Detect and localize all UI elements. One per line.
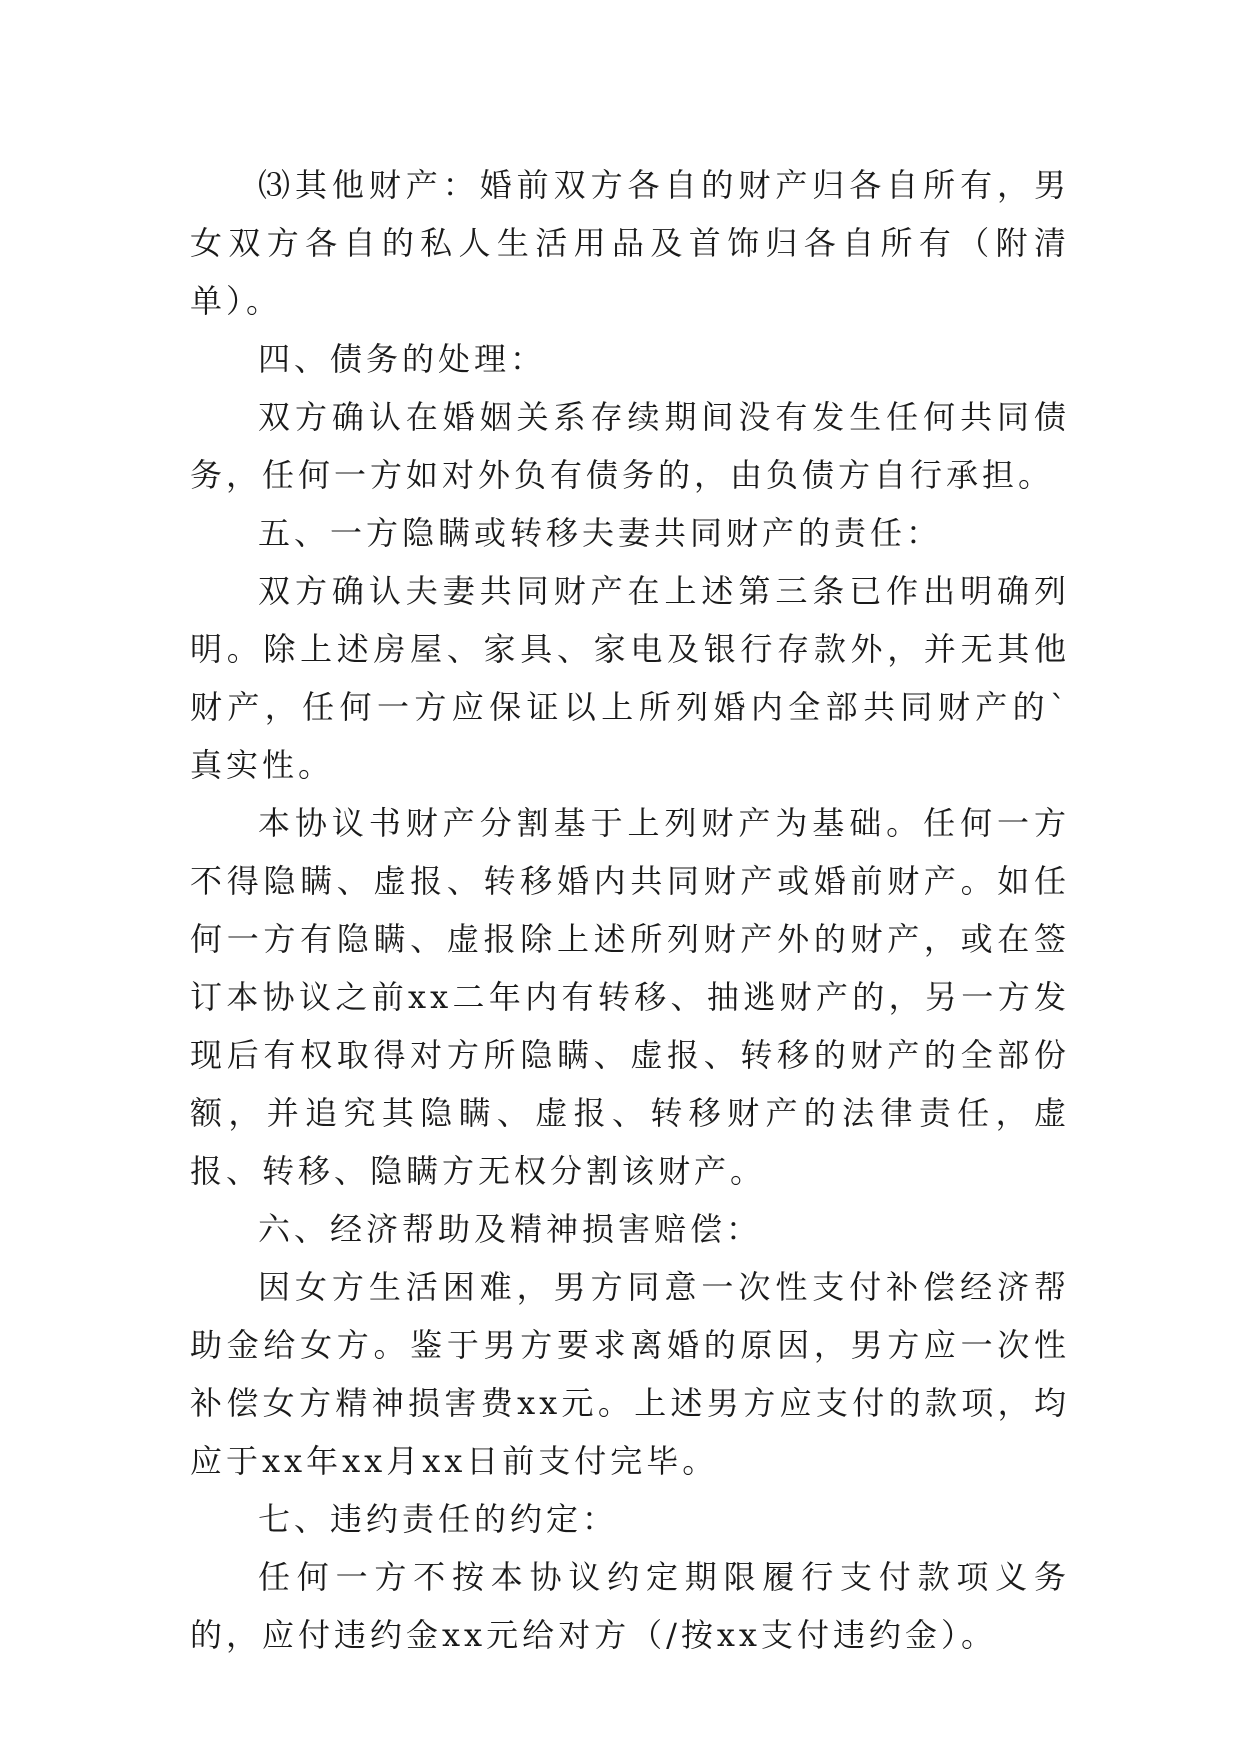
paragraph-property-division-basis: 本协议书财产分割基于上列财产为基础。任何一方不得隐瞒、虚报、转移婚内共同财产或婚前财产。如任何一方有隐瞒、虚报除上述所列财产外的财产，或在签订本协议之前xx二年内有转移、抽逃财产的，另一方发现后有权取得对方所隐瞒、虚报、转移的财产的全部份额，并追究其隐瞒、虚报、转移财产的法律责任，虚报、转移、隐瞒方无权分割该财产。 [190,804,1070,1190]
heading-concealment-liability: 五、一方隐瞒或转移夫妻共同财产的责任： [258,514,943,552]
paragraph-debt-handling: 双方确认在婚姻关系存续期间没有发生任何共同债务，任何一方如对外负有债务的，由负债方自行承担。 [190,398,1070,494]
heading-breach-liability: 七、违约责任的约定： [258,1500,619,1538]
heading-debt-handling: 四、债务的处理： [258,340,547,378]
paragraph-other-property: ⑶其他财产：婚前双方各自的财产归各自所有，男女双方各自的私人生活用品及首饰归各自所有（附清单）。 [190,166,1070,320]
heading-economic-compensation: 六、经济帮助及精神损害赔偿： [258,1210,763,1248]
document-body [190,156,1070,1664]
paragraph-joint-property-confirmation: 双方确认夫妻共同财产在上述第三条已作出明确列明。除上述房屋、家具、家电及银行存款外，并无其他财产，任何一方应保证以上所列婚内全部共同财产的`真实性。 [190,572,1070,784]
paragraph-breach-liability: 任何一方不按本协议约定期限履行支付款项义务的，应付违约金xx元给对方（/按xx支付违约金）。 [190,1558,1070,1654]
paragraph-economic-compensation: 因女方生活困难，男方同意一次性支付补偿经济帮助金给女方。鉴于男方要求离婚的原因，男方应一次性补偿女方精神损害费xx元。上述男方应支付的款项，均应于xx年xx月xx日前支付完毕。 [190,1268,1070,1480]
